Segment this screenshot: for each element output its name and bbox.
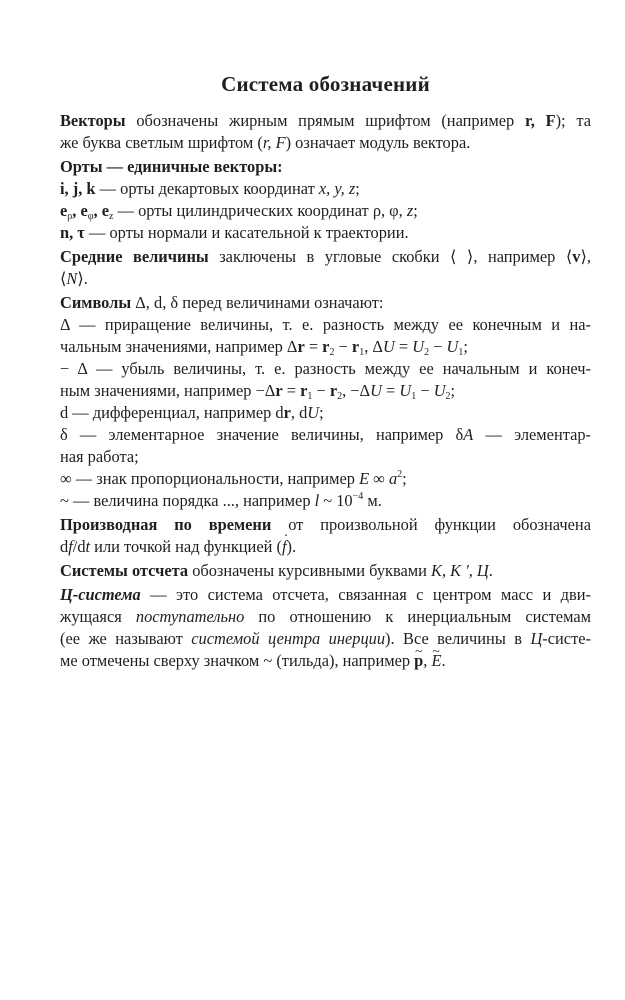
italic-symbol: U (370, 381, 382, 400)
text-span: ; (319, 403, 324, 422)
text-line-19 (60, 514, 591, 536)
italic-symbol: Ц (530, 629, 543, 648)
term-time-derivative: Производная по времени (60, 515, 272, 534)
subscript: 2 (424, 347, 430, 358)
text-line-9 (60, 292, 591, 314)
text-span: обозначены жирным прямым шрифтом (например (125, 111, 525, 130)
italic-symbol: K ' (450, 561, 469, 580)
text-line-16 (60, 446, 591, 468)
tilde-vector-symbol: p ~ (414, 650, 423, 672)
vector-symbol: v (572, 247, 581, 266)
subscript: 1 (359, 347, 365, 358)
subscript: 1 (307, 391, 313, 402)
italic-symbol: U (412, 337, 425, 356)
italic-phrase: поступательно (135, 607, 245, 626)
text-span: ). (286, 537, 297, 556)
text-span: d — дифференциал, например d (60, 403, 284, 422)
text-line-22 (60, 584, 591, 606)
vector-symbol: r (297, 337, 305, 356)
italic-symbols: x, y, z (318, 179, 356, 198)
text-line-1 (60, 110, 591, 132)
text-span: = (282, 381, 301, 400)
text-span: ная работа; (60, 447, 139, 466)
text-span: , Δ (364, 337, 383, 356)
subscript: ρ (67, 211, 73, 222)
text-span: — орты декартовых координат (95, 179, 319, 198)
italic-phrase: системой центра инерции (191, 629, 386, 648)
text-span: жущаяся (60, 607, 136, 626)
text-span: ); та (555, 111, 591, 130)
italic-symbol: N (66, 269, 78, 288)
text-span: чальным значениями, например Δ (60, 337, 298, 356)
italic-symbol: Ц (476, 561, 489, 580)
italic-symbol: U (382, 337, 395, 356)
text-span: — орты нормали и касательной к траектории. (84, 223, 409, 242)
text-span: . (441, 651, 446, 670)
text-line-4 (60, 178, 591, 200)
text-span: − (334, 337, 352, 356)
text-span: ; (463, 337, 468, 356)
text-span: ~ — величина порядка ..., например (60, 491, 315, 510)
vector-symbol: r (300, 381, 308, 400)
text-span: ~ 10 (319, 491, 353, 510)
text-span: Δ — приращение величины, т. е. разность между ее конечным и на- (60, 315, 591, 334)
text-line-20 (60, 536, 591, 558)
text-span: , −Δ (342, 381, 371, 400)
text-span: заключены в угловые скобки ⟨ ⟩, например ⟨ (208, 247, 573, 266)
vector-symbol: r (322, 337, 330, 356)
text-span: − (416, 381, 434, 400)
vector-symbol: , e (72, 201, 88, 220)
text-line-15 (60, 424, 591, 446)
subscript: 1 (458, 347, 464, 358)
italic-symbol: U (446, 337, 459, 356)
text-line-10 (60, 314, 591, 336)
text-span: Δ, d, δ перед величинами означают: (131, 293, 384, 312)
text-span: ∞ (369, 469, 389, 488)
text-span: , (423, 651, 432, 670)
text-line-13 (60, 380, 591, 402)
dotted-function-symbol: f · (282, 536, 287, 558)
text-span: (ее же называют (60, 629, 192, 648)
text-line-25 (60, 650, 591, 672)
superscript: 2 (397, 469, 403, 480)
italic-symbol: f (68, 537, 73, 556)
text-span: -систе- (542, 629, 591, 648)
text-span: от произвольной функции обозначена (271, 515, 591, 534)
text-span: , (441, 561, 451, 580)
italic-symbol: a (388, 469, 398, 488)
text-line-23 (60, 606, 591, 628)
text-span: . (488, 561, 493, 580)
superscript: −4 (352, 491, 364, 502)
text-span: , (468, 561, 477, 580)
text-span: ⟩. (77, 269, 88, 288)
vector-symbol: r (329, 381, 338, 400)
text-span: − (429, 337, 447, 356)
text-span: — элементар- (473, 425, 592, 444)
text-line-24 (60, 628, 591, 650)
subscript: φ (87, 211, 94, 222)
text-line-14 (60, 402, 591, 424)
text-line-12 (60, 358, 591, 380)
subscript: 2 (337, 391, 343, 402)
text-line-3 (60, 156, 591, 178)
term-vectors: Векторы (60, 111, 126, 130)
italic-symbol: z (406, 201, 414, 220)
text-line-7 (60, 246, 591, 268)
text-span: или точкой над функцией ( (90, 537, 282, 556)
text-line-17 (60, 468, 591, 490)
text-span: же буква светлым шрифтом ( (60, 133, 263, 152)
text-line-2 (60, 132, 591, 154)
text-span: ) означает модуль вектора. (285, 133, 471, 152)
vector-symbol: e (60, 201, 68, 220)
text-span: ⟨ (60, 269, 67, 288)
text-span: м. (363, 491, 382, 510)
page-title: Система обозначений (221, 72, 430, 96)
italic-symbol: U (307, 403, 320, 422)
subscript: 2 (445, 391, 451, 402)
text-line-8 (60, 268, 591, 290)
text-span: ⟩, (580, 247, 591, 266)
term-reference-frames: Системы отсчета (60, 561, 189, 580)
vector-symbols: r, F (524, 111, 556, 130)
text-span: − Δ — убыль величины, т. е. разность между ее начальным и конеч- (60, 359, 591, 378)
text-span: δ — элементарное значение величины, например δ (60, 425, 464, 444)
text-span: — это система отсчета, связанная с центром масс и дви- (140, 585, 591, 604)
text-line-5 (60, 200, 591, 222)
vector-symbol: r (275, 381, 283, 400)
text-span: ; (402, 469, 407, 488)
text-span: , d (290, 403, 308, 422)
text-span: ; (413, 201, 418, 220)
text-span: = (394, 337, 413, 356)
term-unit-vectors: Орты — единичные векторы: (60, 157, 283, 176)
vector-symbols: i, j, k (60, 179, 96, 198)
italic-symbol: l (314, 491, 320, 510)
tilde-italic-symbol: E ~ (432, 650, 442, 672)
text-span: ме отмечены сверху значком ~ (тильда), например (60, 651, 415, 670)
notation-text (60, 110, 591, 672)
vector-symbol: , e (93, 201, 110, 220)
text-span: /d (72, 537, 86, 556)
term-symbols: Символы (60, 293, 132, 312)
italic-symbol: U (433, 381, 446, 400)
text-span: = (304, 337, 323, 356)
vector-symbol: r (351, 337, 360, 356)
italic-symbol: E (359, 469, 370, 488)
text-span: обозначены курсивными буквами (188, 561, 432, 580)
text-span: по отношению к инерциальным системам (244, 607, 591, 626)
vector-symbol: r (283, 403, 291, 422)
text-span: ∞ — знак пропорциональности, например (60, 469, 360, 488)
subscript: 2 (329, 347, 335, 358)
text-span: = (381, 381, 400, 400)
vector-symbols: n, τ (60, 223, 85, 242)
text-span: ; (355, 179, 360, 198)
italic-symbols: r, F (262, 133, 286, 152)
text-line-6 (60, 222, 591, 244)
text-span: ; (450, 381, 456, 400)
text-span: — орты цилиндрических координат ρ, φ, (113, 201, 407, 220)
text-span: ). Все величины в (385, 629, 531, 648)
text-line-21 (60, 560, 591, 582)
subscript: z (109, 211, 114, 222)
term-c-system: Ц-система (60, 585, 141, 604)
text-line-18 (60, 490, 591, 512)
italic-symbol: K (431, 561, 442, 580)
text-span: d (60, 537, 69, 556)
text-span: ным значениями, например −Δ (60, 381, 276, 400)
italic-symbol: U (399, 381, 412, 400)
term-averages: Средние величины (60, 247, 209, 266)
italic-symbol: A (463, 425, 474, 444)
italic-symbol: t (85, 537, 91, 556)
text-span: − (312, 381, 330, 400)
subscript: 1 (411, 391, 417, 402)
text-line-11 (60, 336, 591, 358)
